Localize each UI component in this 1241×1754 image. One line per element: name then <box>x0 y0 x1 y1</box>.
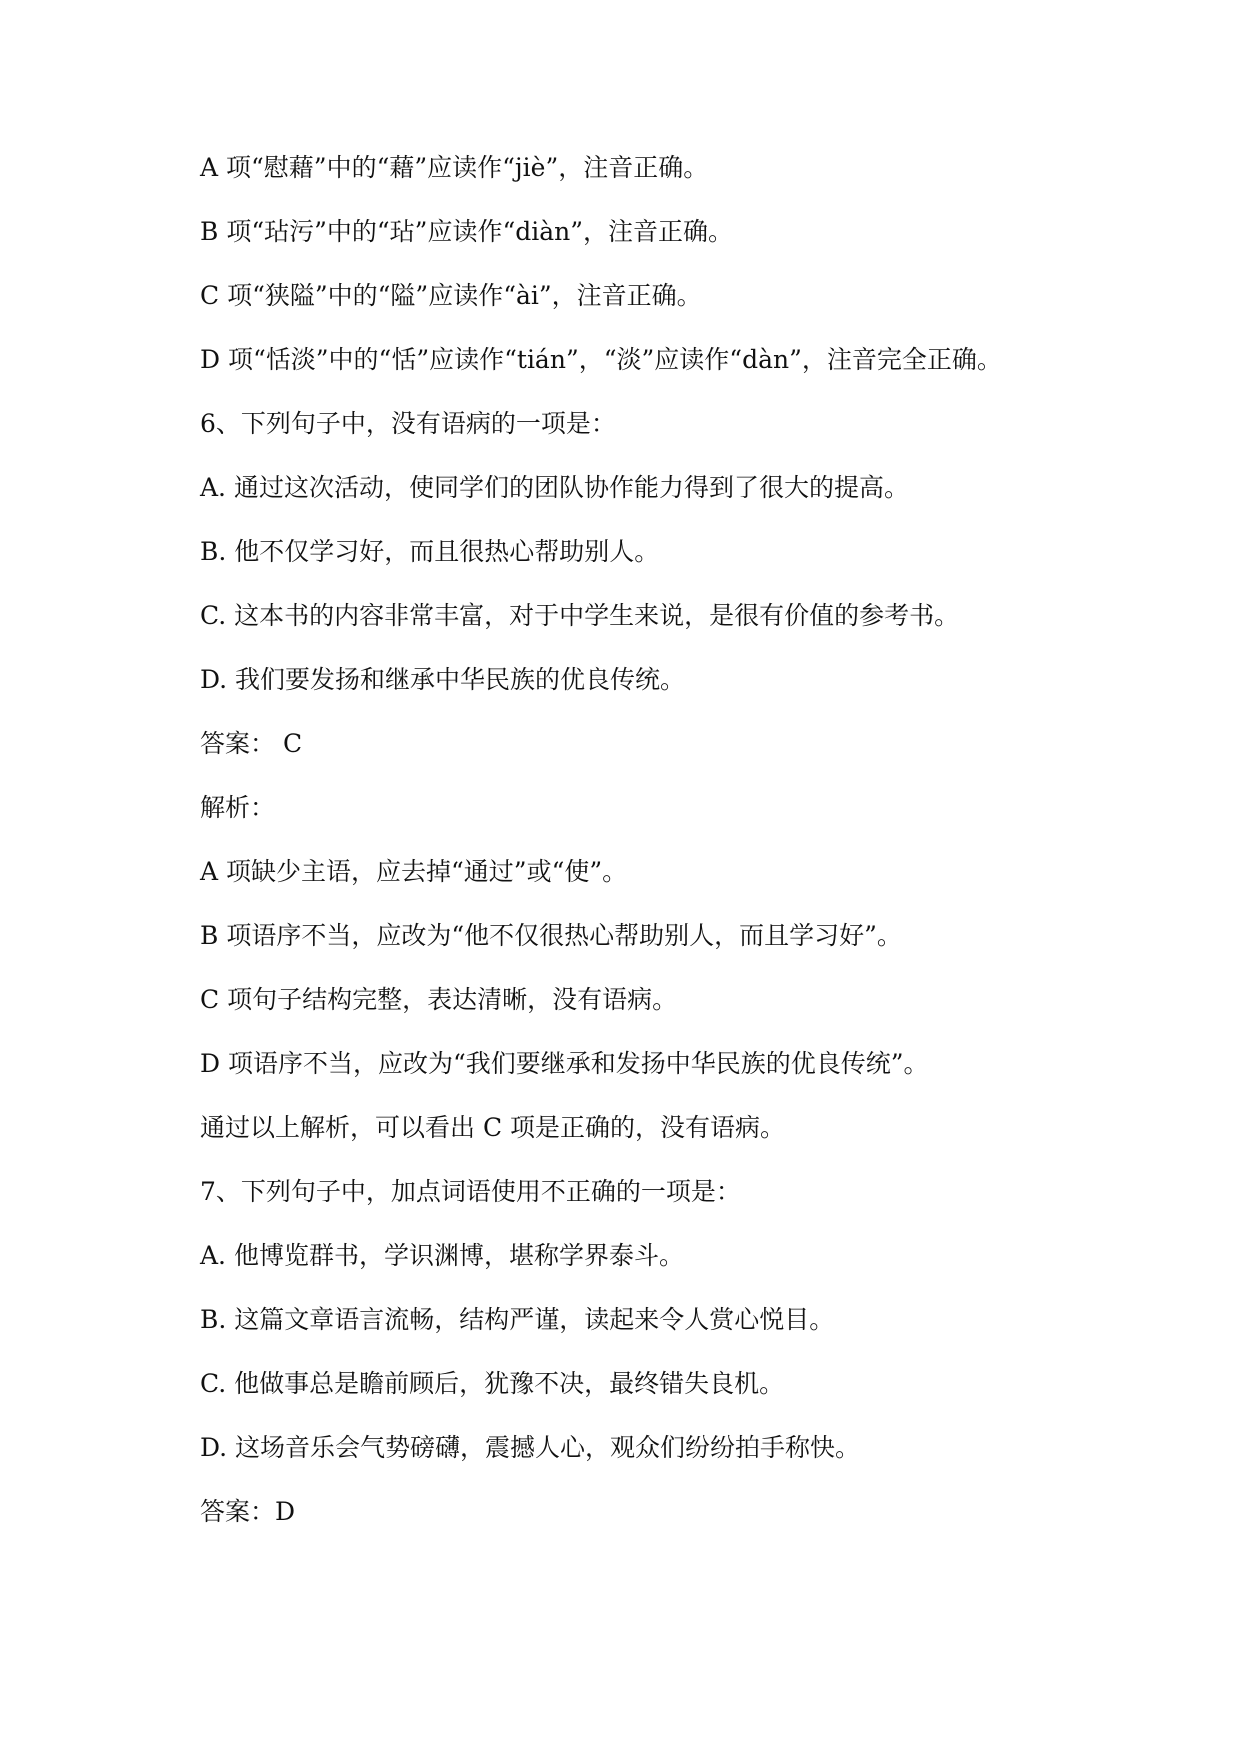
question-6-option-d: D. 我们要发扬和继承中华民族的优良传统。 <box>200 665 686 694</box>
question-6-conclusion: 通过以上解析，可以看出 C 项是正确的，没有语病。 <box>200 1113 786 1142</box>
analysis-a-text: A 项“慰藉”中的“藉”应读作“jiè”，注音正确。 <box>200 153 709 182</box>
question-6-analysis-c: C 项句子结构完整，表达清晰，没有语病。 <box>200 985 678 1014</box>
analysis-c-text: C 项“狭隘”中的“隘”应读作“ài”，注音正确。 <box>200 281 702 310</box>
question-6-stem: 6、下列句子中，没有语病的一项是： <box>200 409 616 438</box>
question-6-answer: 答案： C <box>200 729 303 758</box>
question-6-option-b: B. 他不仅学习好，而且很热心帮助别人。 <box>200 537 660 566</box>
question-7-option-b: B. 这篇文章语言流畅，结构严谨，读起来令人赏心悦目。 <box>200 1305 835 1334</box>
question-6-analysis-b: B 项语序不当，应改为“他不仅很热心帮助别人，而且学习好”。 <box>200 921 902 950</box>
question-7-option-c: C. 他做事总是瞻前顾后，犹豫不决，最终错失良机。 <box>200 1369 785 1398</box>
question-7-answer: 答案：D <box>200 1497 296 1526</box>
question-7-option-d: D. 这场音乐会气势磅礴，震撼人心，观众们纷纷拍手称快。 <box>200 1433 861 1462</box>
analysis-d-text: D 项“恬淡”中的“恬”应读作“tián”，“淡”应读作“dàn”，注音完全正确。 <box>200 345 1002 374</box>
question-7-option-a: A. 他博览群书，学识渊博，堪称学界泰斗。 <box>200 1241 684 1270</box>
question-6-option-a: A. 通过这次活动，使同学们的团队协作能力得到了很大的提高。 <box>200 473 909 502</box>
question-6-analysis-d: D 项语序不当，应改为“我们要继承和发扬中华民族的优良传统”。 <box>200 1049 929 1078</box>
question-6-analysis-a: A 项缺少主语，应去掉“通过”或“使”。 <box>200 857 628 886</box>
question-6-option-c: C. 这本书的内容非常丰富，对于中学生来说，是很有价值的参考书。 <box>200 601 960 630</box>
question-6-analysis-heading: 解析： <box>200 793 276 822</box>
analysis-b-text: B 项“玷污”中的“玷”应读作“diàn”，注音正确。 <box>200 217 734 246</box>
question-7-stem: 7、下列句子中，加点词语使用不正确的一项是： <box>200 1177 741 1206</box>
